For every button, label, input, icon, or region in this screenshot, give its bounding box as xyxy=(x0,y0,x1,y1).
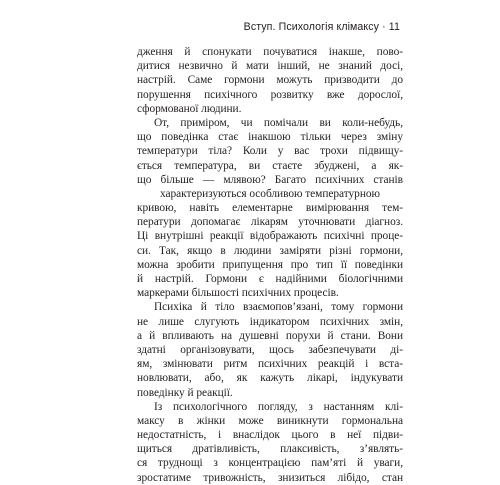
text-line: кривою, навіть елементарне вимірювання тем- xyxy=(137,202,403,215)
text-line: дження й спонукати почуватися інакше, пово- xyxy=(137,46,403,58)
text-line: й настрій. Гормони є надійними біологічними xyxy=(137,273,403,285)
text-line: маркерами більшості психічних процесів. xyxy=(137,287,339,300)
text-line: що більше — млявою? Багато психічних станів xyxy=(137,173,403,186)
text-line: Ці внутрішні реакції відображають психічні проце- xyxy=(137,230,403,243)
text-line: здатні організовувати, щось забезпечувати ді- xyxy=(137,343,403,356)
text-line: сформованої людини. xyxy=(137,102,242,115)
text-line: а й впливають на душевні порухи й стани. Вони xyxy=(137,329,403,342)
text-line: не лише слугують індикатором психічних змін, xyxy=(137,315,403,328)
body-text xyxy=(137,45,403,485)
text-line: ється температура, ви стаєте збуджені, а як- xyxy=(137,159,403,172)
text-line: зростатиме тривожність, знизиться лібідо, стан xyxy=(137,471,403,484)
text-line: що поведінка стає інакшою тільки через зміну xyxy=(137,131,403,144)
text-line: Психіка й тіло взаємопов’язані, тому гормони xyxy=(154,301,403,314)
text-line: си. Так, якщо в людини заміряти різні гормони, xyxy=(137,244,403,257)
text-line: щиться дратівливість, плаксивість, з’являть- xyxy=(137,443,403,456)
text-line: можна зробити припущення про тип її поведінки xyxy=(137,258,403,271)
running-head: Вступ. Психологія клімаксу · 11 xyxy=(243,21,400,33)
text-line: максу в жінки може виникнути гормональна xyxy=(137,414,403,427)
text-line: новлювати, або, як кажуть лікарі, індукувати xyxy=(137,372,403,385)
text-line: Із психологічного погляду, з настанням клі- xyxy=(154,400,403,413)
text-line: ператури допомагає лікарям уточнювати діагноз. xyxy=(137,216,403,229)
text-line: От, приміром, чи помічали ви коли-небудь, xyxy=(154,116,403,129)
text-line: характеризуються особливою температурною xyxy=(160,187,380,200)
text-line: поведінку й реакції. xyxy=(137,386,233,399)
text-line: дитися незвично й мати інший, не знаний досі, xyxy=(137,60,403,73)
text-line: ся труднощі з концентрацією пам’яті й уваги, xyxy=(137,457,403,470)
text-line: недостатність, і внаслідок цього в неї підви- xyxy=(137,429,403,442)
text-line: настрій. Саме гормони можуть призводити до xyxy=(137,74,403,87)
text-line: температури тіла? Коли у вас трохи підвищу- xyxy=(137,145,403,158)
text-line: порушення психічного розвитку вже дорослої, xyxy=(137,88,403,101)
text-line: ям, змінювати ритм психічних реакцій і вста- xyxy=(137,358,403,371)
